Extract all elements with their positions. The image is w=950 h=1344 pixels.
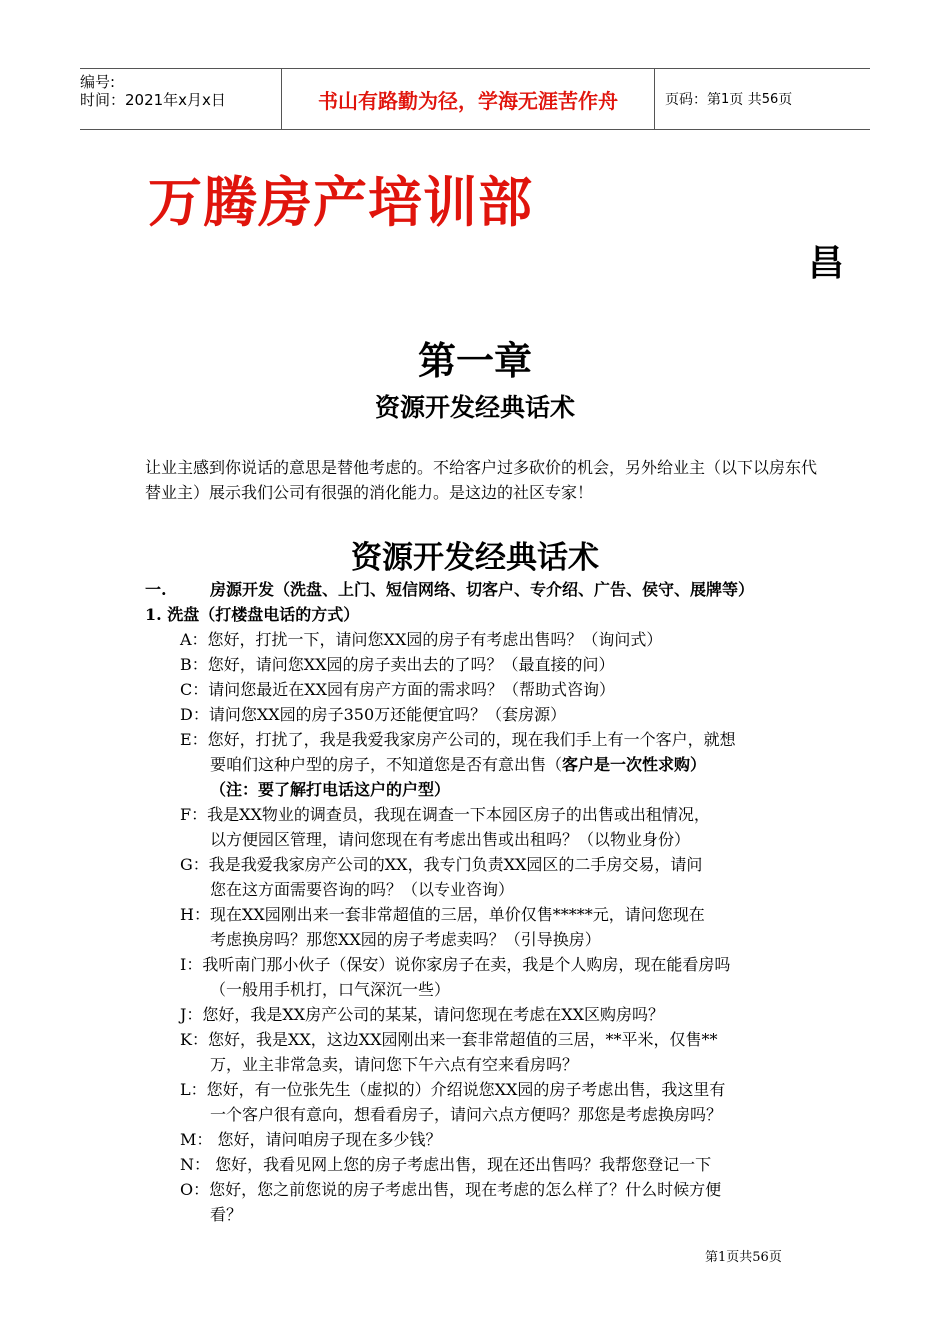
- header-motto: 书山有路勤为径，学海无涯苦作舟: [281, 69, 655, 129]
- list-item-line: E：您好，打扰了，我是我爱我家房产公司的，现在我们手上有一个客户，就想: [180, 730, 736, 749]
- intro-paragraph: 让业主感到你说话的意思是替他考虑的。不给客户过多砍价的机会，另外给业主（以下以房东代替业主）展示我们公司有很强的消化能力。是这边的社区专家！: [145, 458, 818, 502]
- list-item-line: F：我是XX物业的调查员，我现在调查一下本园区房子的出售或出租情况，: [180, 805, 710, 824]
- list-item-line: 考虑换房吗？那您XX园的房子考虑卖吗？（引导换房）: [210, 930, 601, 949]
- list-item: M： 您好，请问咱房子现在多少钱？: [180, 1130, 442, 1149]
- chapter-subtitle: 资源开发经典话术: [374, 393, 575, 422]
- list-item-line: [180, 752, 820, 777]
- list-item-text: 要咱们这种户型的房子，不知道您是否有意出售（: [210, 755, 563, 774]
- list-item-emphasis: 客户是一次性求购）: [562, 755, 707, 774]
- header-meta: [80, 69, 280, 133]
- list-item: [180, 802, 820, 852]
- list-item: A：您好，打扰一下，请问您XX园的房子有考虑出售吗？（询问式）: [180, 630, 663, 649]
- page-suffix: 页: [778, 92, 793, 108]
- sub-heading: 1. 洗盘（打楼盘电话的方式）: [145, 605, 360, 624]
- list-item: J：您好，我是XX房产公司的某某，请问您现在考虑在XX区购房吗？: [180, 1005, 664, 1024]
- corner-char: 昌: [808, 243, 845, 284]
- time-label: 时间：2021年x月x日: [80, 91, 226, 109]
- page-mid: 页 共: [729, 92, 762, 108]
- list-item: [180, 902, 820, 952]
- list-item-line: I：我听南门那小伙子（保安）说你家房子在卖，我是个人购房，现在能看房吗: [180, 955, 731, 974]
- list-item: [180, 852, 820, 902]
- list-item-note: （注：要了解打电话这户的户型）: [210, 780, 451, 799]
- list-item-line: H：现在XX园刚出来一套非常超值的三居，单价仅售*****元，请问您现在: [180, 905, 705, 924]
- section-title: 资源开发经典话术: [351, 540, 599, 576]
- list-item: [180, 952, 820, 1002]
- list-item: C：请问您最近在XX园有房产方面的需求吗？（帮助式咨询）: [180, 680, 616, 699]
- page-current: 1: [721, 91, 730, 107]
- list-item: [180, 1027, 820, 1077]
- list-item-line: 一个客户很有意向，想看看房子，请问六点方便吗？那您是考虑换房吗？: [210, 1105, 723, 1124]
- list-item: B：您好，请问您XX园的房子卖出去的了吗？（最直接的问）: [180, 655, 615, 674]
- page-total: 56: [761, 91, 779, 107]
- section-number: 一.: [145, 580, 167, 599]
- list-item: [180, 727, 820, 802]
- page-prefix: 页码：第: [665, 92, 721, 108]
- brand-title: 万腾房产培训部: [148, 171, 533, 234]
- list-item-line: 万，业主非常急卖，请问您下午六点有空来看房吗？: [210, 1055, 579, 1074]
- list-item: [180, 1177, 820, 1227]
- number-label: 编号:: [80, 73, 116, 91]
- list-item-line: L：您好，有一位张先生（虚拟的）介绍说您XX园的房子考虑出售，我这里有: [180, 1080, 726, 1099]
- list-item-line: G：我是我爱我家房产公司的XX，我专门负责XX园区的二手房交易，请问: [180, 855, 703, 874]
- list-item-line: 看？: [210, 1205, 243, 1224]
- list-item: D：请问您XX园的房子350万还能便宜吗？（套房源）: [180, 705, 567, 724]
- list-item-line: O：您好，您之前您说的房子考虑出售，现在考虑的怎么样了？什么时候方便: [180, 1180, 722, 1199]
- list-item: [180, 1077, 820, 1127]
- page-header: [80, 68, 870, 130]
- list-item: N： 您好，我看见网上您的房子考虑出售，现在还出售吗？我帮您登记一下: [180, 1155, 712, 1174]
- section-heading: [145, 578, 825, 602]
- list-item-line: 您在这方面需要咨询的吗？（以专业咨询）: [210, 880, 515, 899]
- section-heading-text: 房源开发（洗盘、上门、短信网络、切客户、专介绍、广告、侯守、展牌等）: [210, 580, 755, 599]
- list-item-line: 以方便园区管理，请问您现在有考虑出售或出租吗？（以物业身份）: [210, 830, 691, 849]
- list-item-line: K：您好，我是XX，这边XX园刚出来一套非常超值的三居，**平米，仅售**: [180, 1030, 718, 1049]
- list-item-line: （一般用手机打，口气深沉一些）: [210, 980, 451, 999]
- script-list: [180, 627, 820, 1227]
- chapter-title: 第一章: [417, 338, 532, 383]
- page-footer: 第1页共56页: [705, 1250, 782, 1265]
- header-page-number: [655, 69, 870, 129]
